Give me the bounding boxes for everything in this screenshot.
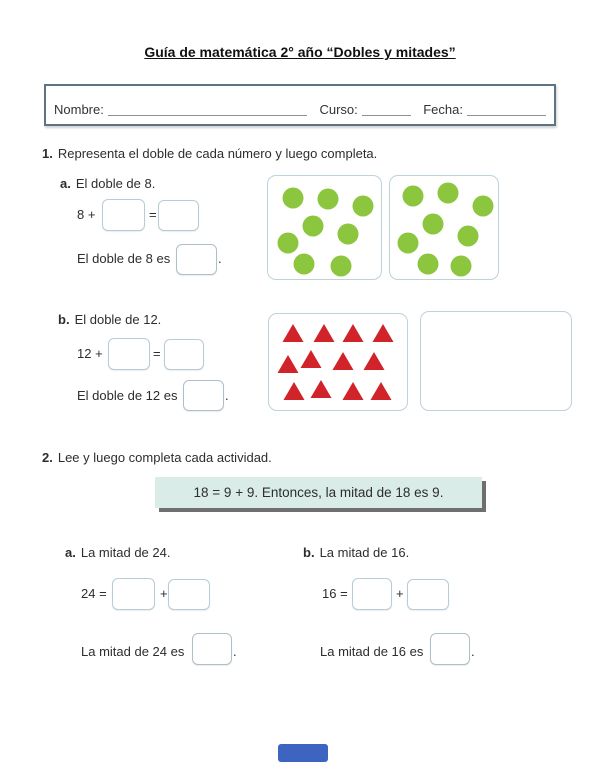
exercise2a-period: .: [233, 644, 237, 659]
exercise1b-equation-lhs: 12 +: [77, 346, 103, 361]
exercise2b-half2-box[interactable]: [407, 579, 449, 610]
exercise2b-period: .: [471, 644, 475, 659]
curso-label: Curso:: [319, 102, 358, 117]
exercise2b-letter: b.: [303, 545, 315, 560]
exercise1a-addend-box[interactable]: [102, 199, 145, 231]
circles-box-right: [389, 175, 499, 280]
exercise1b-addend-box[interactable]: [108, 338, 150, 370]
footer-logo-bar: [278, 744, 328, 762]
exercise1b-letter: b.: [58, 312, 70, 327]
exercise1a-answer-box[interactable]: [176, 244, 217, 275]
exercise2a-answer-sentence: La mitad de 24 es: [81, 644, 185, 659]
exercise1-number: 1.: [42, 146, 53, 161]
exercise1b-answer-sentence: El doble de 12 es: [77, 388, 178, 403]
empty-drawing-box[interactable]: [420, 311, 572, 411]
nombre-label: Nombre:: [54, 102, 104, 117]
exercise2a-equation-lhs: 24 =: [81, 586, 107, 601]
exercise1a-equation-lhs: 8 +: [77, 207, 96, 222]
exercise1b-title: b. El doble de 12.: [58, 312, 162, 327]
exercise2b-title: b. La mitad de 16.: [303, 545, 410, 560]
exercise1b-equals-sign: =: [153, 346, 161, 361]
exercise1a-letter: a.: [60, 176, 71, 191]
exercise1a-title: a. El doble de 8.: [60, 176, 156, 191]
nombre-write-line[interactable]: [108, 102, 308, 116]
fecha-write-line[interactable]: [467, 102, 546, 116]
page-title: Guía de matemática 2° año “Dobles y mitades”: [144, 44, 456, 60]
exercise2b-plus-sign: +: [396, 586, 404, 601]
student-info-box: [44, 84, 556, 126]
exercise2a-plus-sign: +: [160, 586, 168, 601]
green-circles-group-2: [390, 176, 498, 279]
student-info-row: [54, 102, 548, 117]
exercise1b-period: .: [225, 388, 229, 403]
exercise1-instruction: 1. Representa el doble de cada número y luego completa.: [42, 146, 378, 161]
exercise1a-period: .: [218, 251, 222, 266]
red-triangles-group: [269, 314, 407, 410]
exercise2-number: 2.: [42, 450, 53, 465]
exercise2a-half2-box[interactable]: [168, 579, 210, 610]
exercise2-instruction: 2. Lee y luego completa cada actividad.: [42, 450, 272, 465]
exercise2a-answer-box[interactable]: [192, 633, 232, 665]
green-circles-group-1: [268, 176, 381, 279]
exercise1a-result-box[interactable]: [158, 200, 199, 231]
exercise2a-title: a. La mitad de 24.: [65, 545, 171, 560]
fecha-label: Fecha:: [423, 102, 463, 117]
exercise2a-half1-box[interactable]: [112, 578, 155, 610]
exercise1a-equals-sign: =: [149, 207, 157, 222]
exercise2b-answer-box[interactable]: [430, 633, 470, 665]
curso-write-line[interactable]: [362, 102, 411, 116]
exercise1b-result-box[interactable]: [164, 339, 204, 370]
exercise1a-answer-sentence: El doble de 8 es: [77, 251, 171, 266]
exercise2b-answer-sentence: La mitad de 16 es: [320, 644, 424, 659]
example-highlight-box: 18 = 9 + 9. Entonces, la mitad de 18 es 9.: [155, 477, 482, 508]
exercise1b-answer-box[interactable]: [183, 380, 224, 411]
exercise2b-half1-box[interactable]: [352, 578, 392, 610]
triangles-box: [268, 313, 408, 411]
exercise2b-equation-lhs: 16 =: [322, 586, 348, 601]
exercise2a-letter: a.: [65, 545, 76, 560]
circles-box-left: [267, 175, 382, 280]
